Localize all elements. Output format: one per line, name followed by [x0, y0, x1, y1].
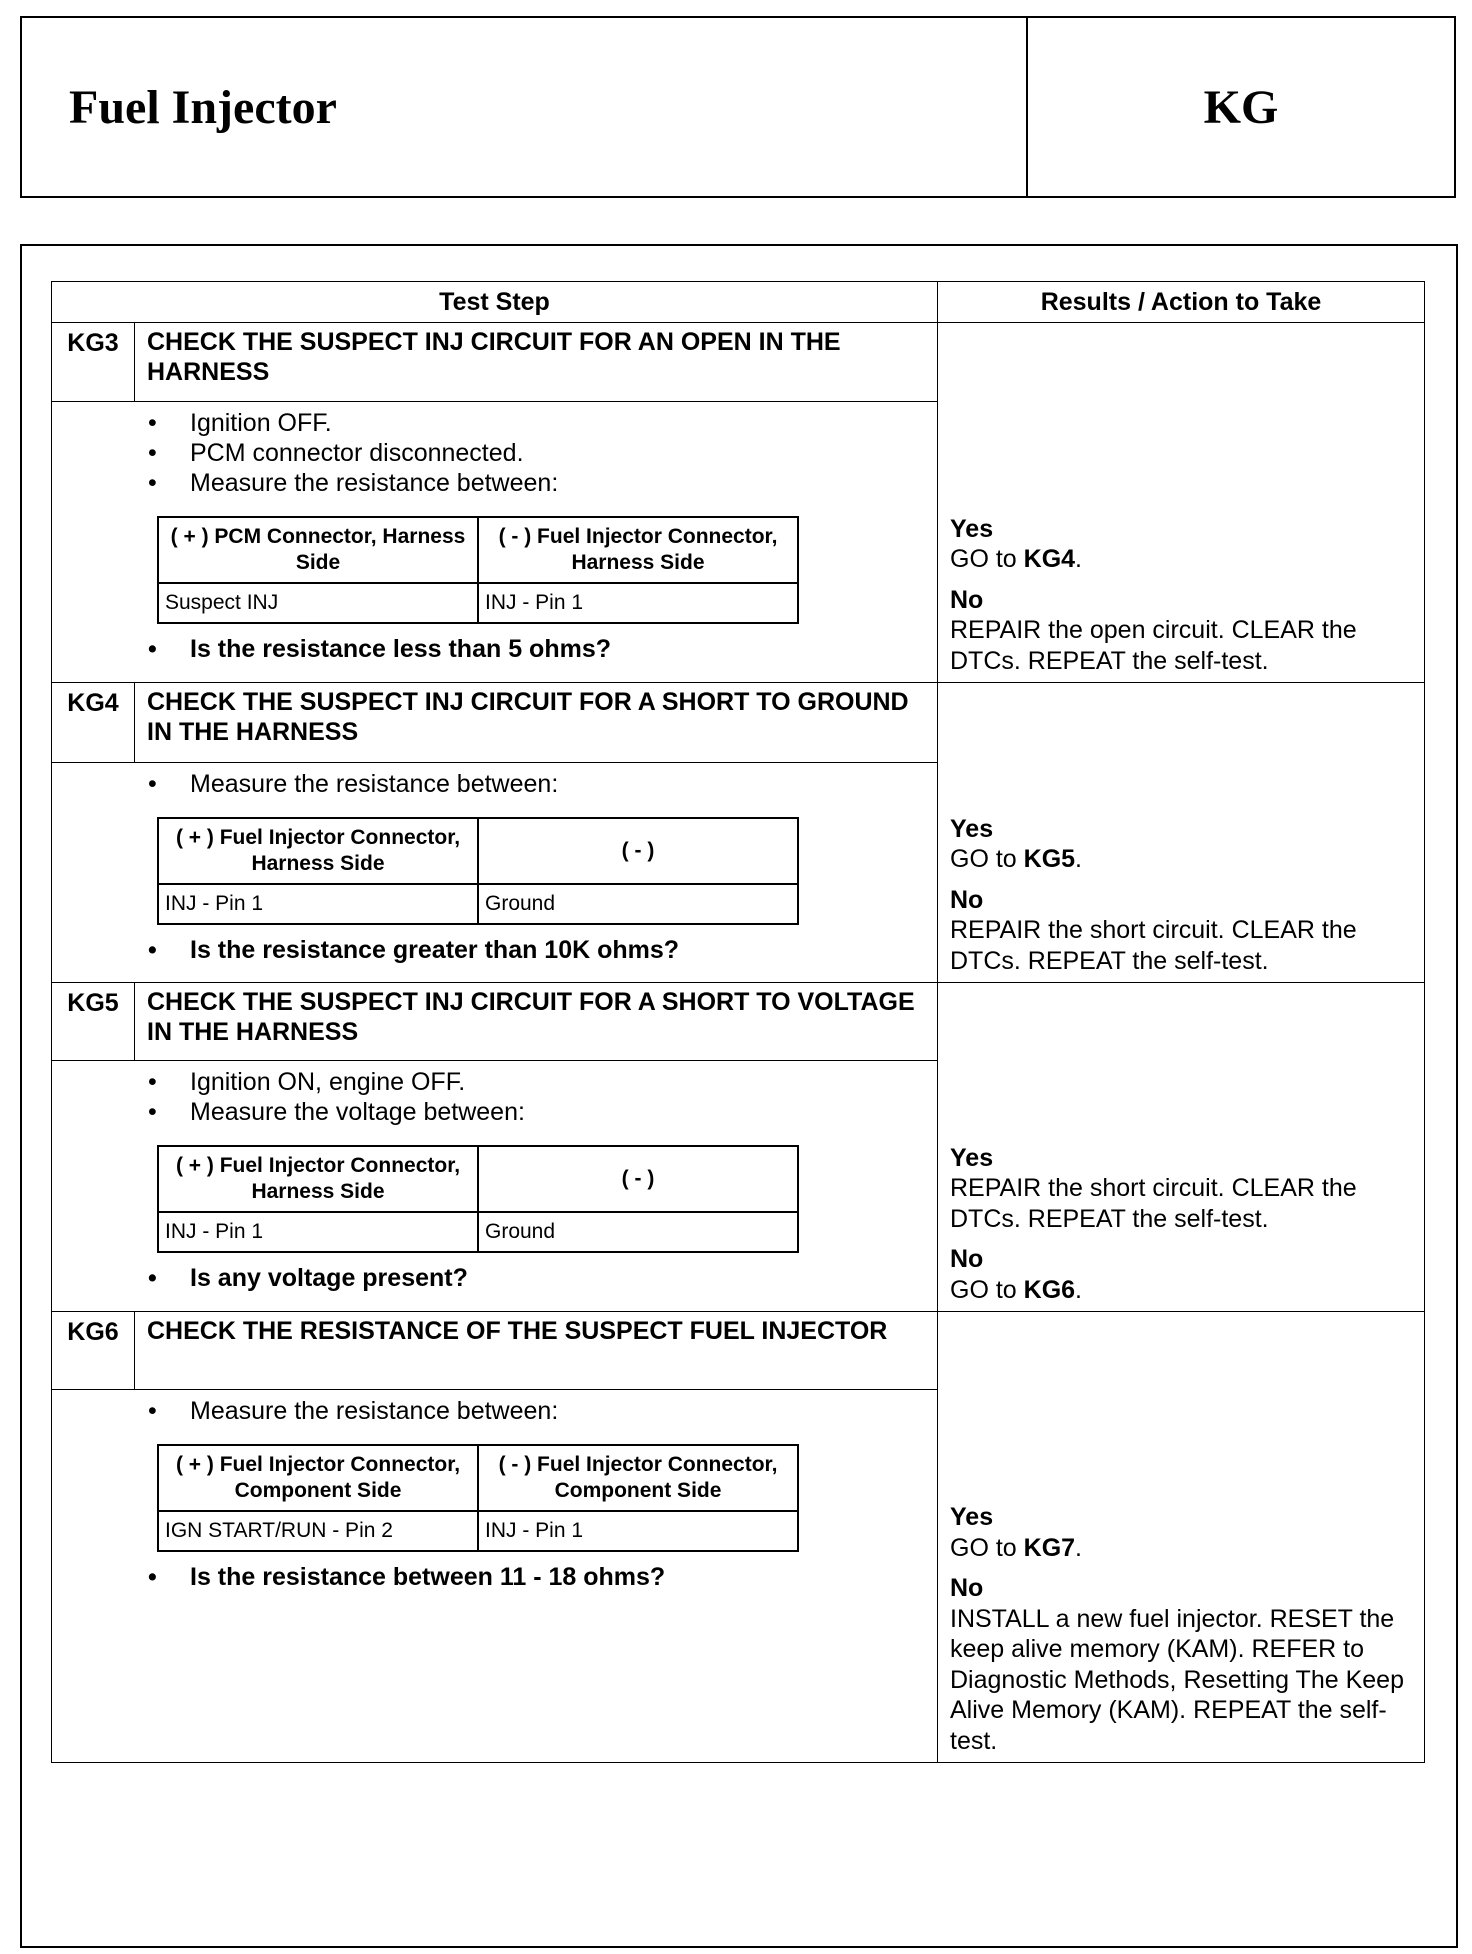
measurement-header-positive: ( + ) Fuel Injector Connector, Harness Side: [158, 1146, 478, 1212]
step-question: • Is the resistance between 11 - 18 ohms?: [148, 1563, 666, 1591]
step-code: KG3: [52, 323, 135, 402]
step-question: • Is the resistance greater than 10K ohms?: [148, 936, 680, 964]
step-ref[interactable]: KG6: [1023, 1275, 1076, 1304]
measurement-header-negative: ( - ) Fuel Injector Connector, Harness Side: [478, 517, 798, 583]
yes-label: Yes: [950, 1503, 994, 1531]
no-label: No: [950, 885, 984, 914]
bullet-icon: •: [148, 770, 157, 798]
step-results: [938, 323, 1425, 683]
section-code: KG: [1203, 81, 1279, 134]
step-title-row: [52, 323, 1425, 402]
step-ref[interactable]: KG7: [1023, 1533, 1076, 1562]
step-title-row: [52, 1312, 1425, 1390]
bullet-item: • Ignition ON, engine OFF.: [148, 1068, 466, 1096]
bullet-icon: •: [148, 1397, 157, 1425]
measurement-header-positive: ( + ) PCM Connector, Harness Side: [158, 517, 478, 583]
measurement-header-negative: ( - ): [478, 1146, 798, 1212]
bullet-icon: •: [148, 1098, 157, 1126]
no-action: REPAIR the open circuit. CLEAR the DTCs. REPEAT the self-test.: [950, 616, 1357, 675]
bullet-icon: •: [148, 469, 157, 497]
step-code: KG4: [52, 683, 135, 763]
no-action: INSTALL a new fuel injector. RESET the keep alive memory (KAM). REFER to Diagnostic Methods, Resetting The Keep Alive Memory (KAM). REPEAT the self-test.: [950, 1604, 1404, 1755]
step-title: CHECK THE SUSPECT INJ CIRCUIT FOR AN OPEN IN THE HARNESS: [135, 323, 938, 402]
yes-action: REPAIR the short circuit. CLEAR the DTCs. REPEAT the self-test.: [950, 1174, 1357, 1233]
yes-label: Yes: [950, 514, 994, 543]
step-results: [938, 1312, 1425, 1763]
step-title-row: [52, 683, 1425, 763]
bullet-item: • PCM connector disconnected.: [148, 439, 524, 467]
step-ref[interactable]: KG4: [1023, 545, 1076, 573]
no-label: No: [950, 1574, 984, 1602]
measurement-value-negative: INJ - Pin 1: [478, 1511, 798, 1551]
bullet-icon: •: [148, 635, 157, 663]
step-ref[interactable]: KG5: [1023, 845, 1076, 873]
measurement-table: [157, 817, 799, 925]
yes-label: Yes: [950, 1143, 994, 1172]
measurement-table: [157, 1145, 799, 1253]
measurement-header-positive: ( + ) Fuel Injector Connector, Harness Side: [158, 818, 478, 884]
step-content: [52, 402, 938, 683]
page-title: Fuel Injector: [69, 81, 337, 134]
bullet-item: • Measure the resistance between:: [148, 1397, 559, 1425]
test-step-panel: [20, 244, 1458, 1948]
step-content: [52, 1061, 938, 1312]
measurement-value-positive: IGN START/RUN - Pin 2: [158, 1511, 478, 1551]
no-action: GO to KG6.: [950, 1275, 1082, 1304]
measurement-header-negative: ( - ): [478, 818, 798, 884]
bullet-item: • Ignition OFF.: [148, 409, 332, 437]
step-results: [938, 983, 1425, 1312]
test-step-table: [51, 281, 1425, 1763]
yes-action: GO to KG5.: [950, 845, 1082, 873]
step-title-row: [52, 983, 1425, 1061]
step-content: [52, 1390, 938, 1763]
bullet-icon: •: [148, 1068, 157, 1096]
step-results: [938, 683, 1425, 983]
no-action: REPAIR the short circuit. CLEAR the DTCs. REPEAT the self-test.: [950, 916, 1357, 975]
measurement-value-positive: INJ - Pin 1: [158, 1212, 478, 1252]
col-header-test-step: Test Step: [52, 282, 938, 323]
step-title: CHECK THE SUSPECT INJ CIRCUIT FOR A SHORT TO VOLTAGE IN THE HARNESS: [135, 983, 938, 1061]
bullet-item: • Measure the voltage between:: [148, 1098, 525, 1126]
bullet-item: • Measure the resistance between:: [148, 469, 559, 497]
col-header-results: Results / Action to Take: [938, 282, 1425, 323]
bullet-icon: •: [148, 409, 157, 437]
no-label: No: [950, 1245, 984, 1273]
measurement-table: [157, 1444, 799, 1552]
yes-label: Yes: [950, 814, 994, 843]
measurement-value-negative: Ground: [478, 1212, 798, 1252]
measurement-header-positive: ( + ) Fuel Injector Connector, Component Side: [158, 1445, 478, 1511]
measurement-value-positive: Suspect INJ: [158, 583, 478, 623]
yes-action: GO to KG7.: [950, 1533, 1082, 1562]
step-title: CHECK THE RESISTANCE OF THE SUSPECT FUEL INJECTOR: [135, 1312, 938, 1390]
bullet-icon: •: [148, 1264, 157, 1292]
page-header: [20, 16, 1456, 198]
bullet-icon: •: [148, 439, 157, 467]
step-content: [52, 763, 938, 983]
measurement-value-positive: INJ - Pin 1: [158, 884, 478, 924]
no-label: No: [950, 585, 984, 614]
step-code: KG5: [52, 983, 135, 1061]
yes-action: GO to KG4.: [950, 545, 1082, 573]
bullet-icon: •: [148, 1563, 157, 1591]
bullet-item: • Measure the resistance between:: [148, 770, 559, 798]
step-question: • Is any voltage present?: [148, 1264, 468, 1292]
measurement-value-negative: INJ - Pin 1: [478, 583, 798, 623]
measurement-table: [157, 516, 799, 624]
measurement-header-negative: ( - ) Fuel Injector Connector, Component Side: [478, 1445, 798, 1511]
step-question: • Is the resistance less than 5 ohms?: [148, 635, 611, 663]
measurement-value-negative: Ground: [478, 884, 798, 924]
step-code: KG6: [52, 1312, 135, 1390]
step-title: CHECK THE SUSPECT INJ CIRCUIT FOR A SHORT TO GROUND IN THE HARNESS: [135, 683, 938, 763]
bullet-icon: •: [148, 936, 157, 964]
